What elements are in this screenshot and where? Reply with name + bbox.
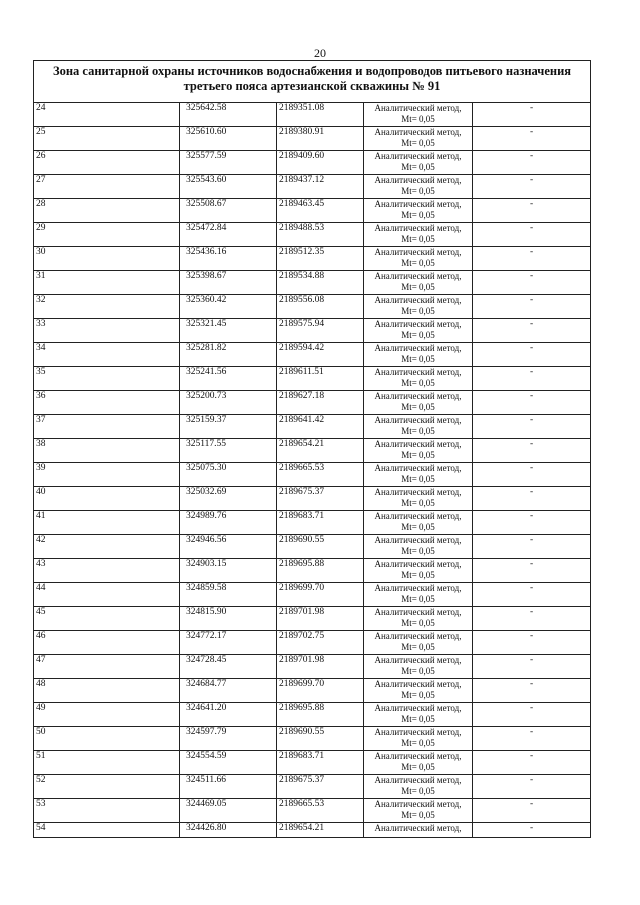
point-number-cell: 41 xyxy=(34,511,180,535)
method-cell xyxy=(364,247,473,271)
x-coordinate-cell: 325241.56 xyxy=(180,367,277,391)
accuracy-cell: - xyxy=(473,583,591,607)
accuracy-cell: - xyxy=(473,103,591,127)
precision-text: Mt= 0,05 xyxy=(401,642,435,652)
precision-text: Mt= 0,05 xyxy=(401,594,435,604)
method-text: Аналитический метод, xyxy=(374,559,462,569)
method-cell xyxy=(364,391,473,415)
accuracy-cell: - xyxy=(473,631,591,655)
x-coordinate-cell: 325398.67 xyxy=(180,271,277,295)
table-row xyxy=(34,247,591,271)
x-coordinate-cell: 325472.84 xyxy=(180,223,277,247)
method-cell xyxy=(364,199,473,223)
method-cell xyxy=(364,103,473,127)
method-cell xyxy=(364,151,473,175)
precision-text: Mt= 0,05 xyxy=(401,426,435,436)
x-coordinate-cell: 325200.73 xyxy=(180,391,277,415)
table-title: Зона санитарной охраны источников водоснабжения и водопроводов питьевого назначения третьего пояса артезианской скважины № 91 xyxy=(34,61,591,103)
accuracy-cell: - xyxy=(473,607,591,631)
y-coordinate-cell: 2189654.21 xyxy=(277,439,364,463)
method-text: Аналитический метод, xyxy=(374,799,462,809)
accuracy-cell: - xyxy=(473,271,591,295)
y-coordinate-cell: 2189534.88 xyxy=(277,271,364,295)
y-coordinate-cell: 2189611.51 xyxy=(277,367,364,391)
accuracy-cell: - xyxy=(473,199,591,223)
precision-text: Mt= 0,05 xyxy=(401,162,435,172)
point-number-cell: 40 xyxy=(34,487,180,511)
x-coordinate-cell: 325321.45 xyxy=(180,319,277,343)
point-number-cell: 52 xyxy=(34,775,180,799)
table-row xyxy=(34,823,591,838)
table-row xyxy=(34,535,591,559)
precision-text: Mt= 0,05 xyxy=(401,330,435,340)
accuracy-cell: - xyxy=(473,799,591,823)
method-text: Аналитический метод, xyxy=(374,103,462,113)
x-coordinate-cell: 324772.17 xyxy=(180,631,277,655)
x-coordinate-cell: 324469.05 xyxy=(180,799,277,823)
y-coordinate-cell: 2189654.21 xyxy=(277,823,364,838)
point-number-cell: 54 xyxy=(34,823,180,838)
method-text: Аналитический метод, xyxy=(374,343,462,353)
coordinates-table xyxy=(33,60,591,838)
accuracy-cell: - xyxy=(473,463,591,487)
y-coordinate-cell: 2189701.98 xyxy=(277,655,364,679)
method-cell xyxy=(364,823,473,838)
y-coordinate-cell: 2189683.71 xyxy=(277,751,364,775)
table-row xyxy=(34,439,591,463)
precision-text: Mt= 0,05 xyxy=(401,210,435,220)
accuracy-cell: - xyxy=(473,223,591,247)
method-text: Аналитический метод, xyxy=(374,127,462,137)
method-cell xyxy=(364,463,473,487)
accuracy-cell: - xyxy=(473,487,591,511)
table-row xyxy=(34,487,591,511)
accuracy-cell: - xyxy=(473,511,591,535)
accuracy-cell: - xyxy=(473,391,591,415)
x-coordinate-cell: 325577.59 xyxy=(180,151,277,175)
precision-text: Mt= 0,05 xyxy=(401,450,435,460)
precision-text: Mt= 0,05 xyxy=(401,234,435,244)
x-coordinate-cell: 325508.67 xyxy=(180,199,277,223)
y-coordinate-cell: 2189409.60 xyxy=(277,151,364,175)
method-text: Аналитический метод, xyxy=(374,151,462,161)
precision-text: Mt= 0,05 xyxy=(401,810,435,820)
table-row xyxy=(34,175,591,199)
x-coordinate-cell: 325075.30 xyxy=(180,463,277,487)
point-number-cell: 53 xyxy=(34,799,180,823)
method-cell xyxy=(364,631,473,655)
table-row xyxy=(34,343,591,367)
x-coordinate-cell: 325032.69 xyxy=(180,487,277,511)
accuracy-cell: - xyxy=(473,319,591,343)
method-cell xyxy=(364,727,473,751)
accuracy-cell: - xyxy=(473,679,591,703)
precision-text: Mt= 0,05 xyxy=(401,258,435,268)
precision-text: Mt= 0,05 xyxy=(401,762,435,772)
method-cell xyxy=(364,271,473,295)
method-text: Аналитический метод, xyxy=(374,247,462,257)
accuracy-cell: - xyxy=(473,703,591,727)
point-number-cell: 48 xyxy=(34,679,180,703)
method-cell xyxy=(364,559,473,583)
accuracy-cell: - xyxy=(473,751,591,775)
point-number-cell: 44 xyxy=(34,583,180,607)
y-coordinate-cell: 2189695.88 xyxy=(277,703,364,727)
x-coordinate-cell: 324728.45 xyxy=(180,655,277,679)
table-row xyxy=(34,799,591,823)
y-coordinate-cell: 2189641.42 xyxy=(277,415,364,439)
y-coordinate-cell: 2189351.08 xyxy=(277,103,364,127)
point-number-cell: 46 xyxy=(34,631,180,655)
accuracy-cell: - xyxy=(473,823,591,838)
x-coordinate-cell: 324641.20 xyxy=(180,703,277,727)
precision-text: Mt= 0,05 xyxy=(401,546,435,556)
x-coordinate-cell: 324426.80 xyxy=(180,823,277,838)
method-cell xyxy=(364,655,473,679)
precision-text: Mt= 0,05 xyxy=(401,786,435,796)
method-cell xyxy=(364,127,473,151)
point-number-cell: 29 xyxy=(34,223,180,247)
point-number-cell: 31 xyxy=(34,271,180,295)
method-text: Аналитический метод, xyxy=(374,367,462,377)
x-coordinate-cell: 325360.42 xyxy=(180,295,277,319)
table-row xyxy=(34,319,591,343)
table-row xyxy=(34,295,591,319)
precision-text: Mt= 0,05 xyxy=(401,618,435,628)
accuracy-cell: - xyxy=(473,535,591,559)
x-coordinate-cell: 324684.77 xyxy=(180,679,277,703)
table-row xyxy=(34,775,591,799)
method-cell xyxy=(364,415,473,439)
x-coordinate-cell: 325117.55 xyxy=(180,439,277,463)
point-number-cell: 51 xyxy=(34,751,180,775)
point-number-cell: 43 xyxy=(34,559,180,583)
x-coordinate-cell: 325543.60 xyxy=(180,175,277,199)
accuracy-cell: - xyxy=(473,775,591,799)
table-row xyxy=(34,367,591,391)
y-coordinate-cell: 2189675.37 xyxy=(277,487,364,511)
precision-text: Mt= 0,05 xyxy=(401,114,435,124)
x-coordinate-cell: 325436.16 xyxy=(180,247,277,271)
point-number-cell: 50 xyxy=(34,727,180,751)
point-number-cell: 35 xyxy=(34,367,180,391)
y-coordinate-cell: 2189675.37 xyxy=(277,775,364,799)
precision-text: Mt= 0,05 xyxy=(401,522,435,532)
y-coordinate-cell: 2189463.45 xyxy=(277,199,364,223)
method-text: Аналитический метод, xyxy=(374,583,462,593)
table-row xyxy=(34,103,591,127)
method-cell xyxy=(364,703,473,727)
point-number-cell: 25 xyxy=(34,127,180,151)
point-number-cell: 30 xyxy=(34,247,180,271)
accuracy-cell: - xyxy=(473,127,591,151)
precision-text: Mt= 0,05 xyxy=(401,570,435,580)
y-coordinate-cell: 2189488.53 xyxy=(277,223,364,247)
method-text: Аналитический метод, xyxy=(374,319,462,329)
table-row xyxy=(34,583,591,607)
y-coordinate-cell: 2189437.12 xyxy=(277,175,364,199)
table-row xyxy=(34,631,591,655)
table-row xyxy=(34,151,591,175)
accuracy-cell: - xyxy=(473,175,591,199)
method-cell xyxy=(364,679,473,703)
x-coordinate-cell: 324597.79 xyxy=(180,727,277,751)
accuracy-cell: - xyxy=(473,439,591,463)
table-row xyxy=(34,679,591,703)
method-cell xyxy=(364,439,473,463)
method-cell xyxy=(364,223,473,247)
x-coordinate-cell: 324989.76 xyxy=(180,511,277,535)
method-cell xyxy=(364,487,473,511)
accuracy-cell: - xyxy=(473,343,591,367)
y-coordinate-cell: 2189556.08 xyxy=(277,295,364,319)
precision-text: Mt= 0,05 xyxy=(401,666,435,676)
table-row xyxy=(34,127,591,151)
x-coordinate-cell: 325281.82 xyxy=(180,343,277,367)
method-cell xyxy=(364,799,473,823)
method-text: Аналитический метод, xyxy=(374,607,462,617)
method-cell xyxy=(364,775,473,799)
table-row xyxy=(34,391,591,415)
y-coordinate-cell: 2189627.18 xyxy=(277,391,364,415)
method-text: Аналитический метод, xyxy=(374,415,462,425)
accuracy-cell: - xyxy=(473,247,591,271)
table-row xyxy=(34,655,591,679)
point-number-cell: 45 xyxy=(34,607,180,631)
method-text: Аналитический метод, xyxy=(374,175,462,185)
y-coordinate-cell: 2189690.55 xyxy=(277,727,364,751)
y-coordinate-cell: 2189665.53 xyxy=(277,463,364,487)
table-row xyxy=(34,727,591,751)
point-number-cell: 37 xyxy=(34,415,180,439)
table-row xyxy=(34,223,591,247)
x-coordinate-cell: 325642.58 xyxy=(180,103,277,127)
table-header-row xyxy=(34,61,591,103)
method-cell xyxy=(364,319,473,343)
y-coordinate-cell: 2189699.70 xyxy=(277,583,364,607)
method-text: Аналитический метод, xyxy=(374,823,462,833)
x-coordinate-cell: 324554.59 xyxy=(180,751,277,775)
method-text: Аналитический метод, xyxy=(374,679,462,689)
y-coordinate-cell: 2189575.94 xyxy=(277,319,364,343)
method-text: Аналитический метод, xyxy=(374,703,462,713)
precision-text: Mt= 0,05 xyxy=(401,282,435,292)
method-cell xyxy=(364,295,473,319)
point-number-cell: 32 xyxy=(34,295,180,319)
point-number-cell: 49 xyxy=(34,703,180,727)
precision-text: Mt= 0,05 xyxy=(401,402,435,412)
table-row xyxy=(34,703,591,727)
table-row xyxy=(34,463,591,487)
table-row xyxy=(34,511,591,535)
method-cell xyxy=(364,751,473,775)
table-row xyxy=(34,607,591,631)
method-cell xyxy=(364,607,473,631)
x-coordinate-cell: 324859.58 xyxy=(180,583,277,607)
method-text: Аналитический метод, xyxy=(374,487,462,497)
precision-text: Mt= 0,05 xyxy=(401,378,435,388)
y-coordinate-cell: 2189512.35 xyxy=(277,247,364,271)
accuracy-cell: - xyxy=(473,559,591,583)
table-row xyxy=(34,271,591,295)
precision-text: Mt= 0,05 xyxy=(401,738,435,748)
accuracy-cell: - xyxy=(473,295,591,319)
y-coordinate-cell: 2189695.88 xyxy=(277,559,364,583)
y-coordinate-cell: 2189690.55 xyxy=(277,535,364,559)
method-text: Аналитический метод, xyxy=(374,463,462,473)
method-text: Аналитический метод, xyxy=(374,439,462,449)
precision-text: Mt= 0,05 xyxy=(401,474,435,484)
method-text: Аналитический метод, xyxy=(374,751,462,761)
method-text: Аналитический метод, xyxy=(374,655,462,665)
y-coordinate-cell: 2189594.42 xyxy=(277,343,364,367)
point-number-cell: 26 xyxy=(34,151,180,175)
coordinates-table-container xyxy=(33,60,590,838)
page-number: 20 xyxy=(314,46,326,60)
table-row xyxy=(34,199,591,223)
y-coordinate-cell: 2189683.71 xyxy=(277,511,364,535)
x-coordinate-cell: 324903.15 xyxy=(180,559,277,583)
method-text: Аналитический метод, xyxy=(374,727,462,737)
point-number-cell: 39 xyxy=(34,463,180,487)
point-number-cell: 33 xyxy=(34,319,180,343)
method-text: Аналитический метод, xyxy=(374,271,462,281)
x-coordinate-cell: 324946.56 xyxy=(180,535,277,559)
method-cell xyxy=(364,583,473,607)
accuracy-cell: - xyxy=(473,151,591,175)
table-row xyxy=(34,415,591,439)
accuracy-cell: - xyxy=(473,367,591,391)
precision-text: Mt= 0,05 xyxy=(401,690,435,700)
accuracy-cell: - xyxy=(473,727,591,751)
y-coordinate-cell: 2189701.98 xyxy=(277,607,364,631)
method-text: Аналитический метод, xyxy=(374,535,462,545)
y-coordinate-cell: 2189699.70 xyxy=(277,679,364,703)
method-text: Аналитический метод, xyxy=(374,199,462,209)
precision-text: Mt= 0,05 xyxy=(401,714,435,724)
x-coordinate-cell: 325610.60 xyxy=(180,127,277,151)
method-cell xyxy=(364,343,473,367)
precision-text: Mt= 0,05 xyxy=(401,306,435,316)
accuracy-cell: - xyxy=(473,415,591,439)
point-number-cell: 27 xyxy=(34,175,180,199)
method-text: Аналитический метод, xyxy=(374,391,462,401)
point-number-cell: 34 xyxy=(34,343,180,367)
table-row xyxy=(34,751,591,775)
point-number-cell: 36 xyxy=(34,391,180,415)
method-cell xyxy=(364,367,473,391)
precision-text: Mt= 0,05 xyxy=(401,138,435,148)
method-cell xyxy=(364,175,473,199)
x-coordinate-cell: 324511.66 xyxy=(180,775,277,799)
point-number-cell: 38 xyxy=(34,439,180,463)
method-text: Аналитический метод, xyxy=(374,295,462,305)
x-coordinate-cell: 324815.90 xyxy=(180,607,277,631)
y-coordinate-cell: 2189702.75 xyxy=(277,631,364,655)
precision-text: Mt= 0,05 xyxy=(401,354,435,364)
point-number-cell: 24 xyxy=(34,103,180,127)
x-coordinate-cell: 325159.37 xyxy=(180,415,277,439)
point-number-cell: 47 xyxy=(34,655,180,679)
y-coordinate-cell: 2189665.53 xyxy=(277,799,364,823)
y-coordinate-cell: 2189380.91 xyxy=(277,127,364,151)
point-number-cell: 28 xyxy=(34,199,180,223)
method-text: Аналитический метод, xyxy=(374,631,462,641)
method-text: Аналитический метод, xyxy=(374,223,462,233)
method-text: Аналитический метод, xyxy=(374,511,462,521)
method-text: Аналитический метод, xyxy=(374,775,462,785)
method-cell xyxy=(364,511,473,535)
table-row xyxy=(34,559,591,583)
point-number-cell: 42 xyxy=(34,535,180,559)
precision-text: Mt= 0,05 xyxy=(401,498,435,508)
accuracy-cell: - xyxy=(473,655,591,679)
precision-text: Mt= 0,05 xyxy=(401,186,435,196)
method-cell xyxy=(364,535,473,559)
